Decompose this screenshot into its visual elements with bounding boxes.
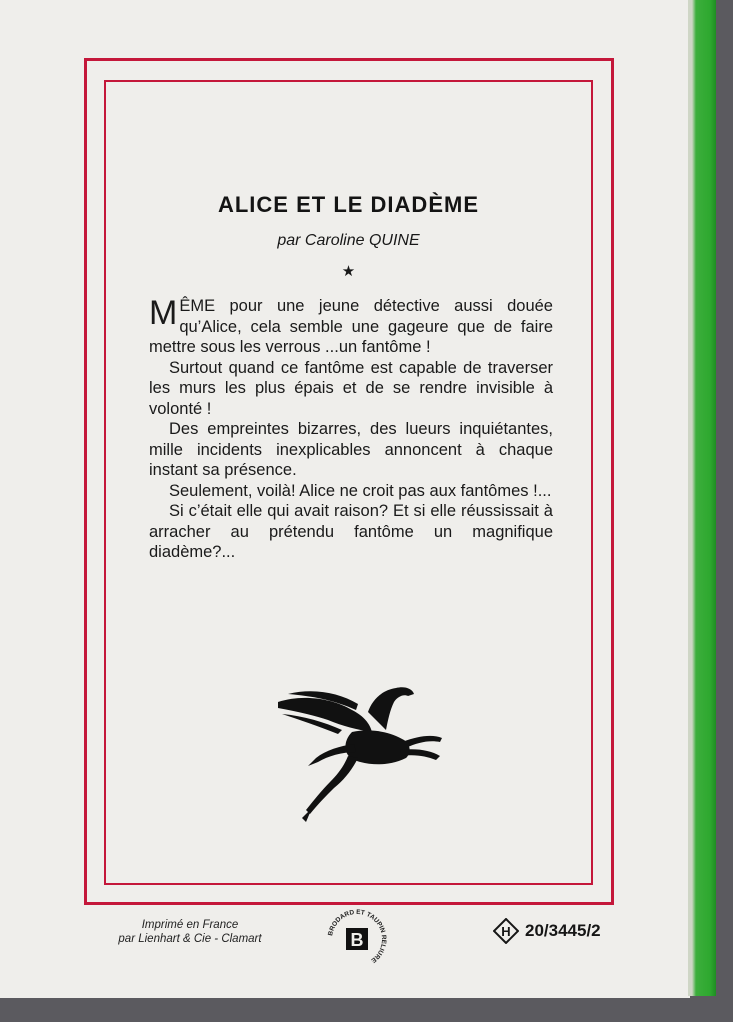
imprint-line: par Lienhart & Cie - Clamart [118, 933, 262, 945]
blurb-paragraph: Des empreintes bizarres, des lueurs inquiétantes, mille incidents inexplicables annoncent à chaque instant sa présence. [149, 420, 553, 479]
blurb-paragraph: Si c’était elle qui avait raison? Et si elle réussissait à arracher au prétendu fantôme un magnifique diadème?... [149, 502, 553, 561]
pegasus-icon [272, 680, 448, 830]
star-ornament: ★ [341, 263, 356, 280]
author-line: par Caroline QUINE [277, 232, 420, 249]
blurb-text [149, 296, 553, 563]
seal-letter: B [350, 930, 364, 950]
binder-seal-icon [322, 904, 392, 974]
drop-cap: M [149, 294, 178, 332]
blurb-paragraph: MÊME pour une jeune détective aussi douée qu’Alice, cela semble une gageure que de faire mettre sous les verrous ...un fantôme ! [149, 294, 553, 356]
imprint-line: Imprimé en France [141, 919, 239, 931]
publisher-diamond-icon [493, 918, 519, 944]
book-title: ALICE ET LE DIADÈME [217, 192, 479, 217]
seal-ring-text: BRODARD ET TAUPIN RELIURE [327, 908, 388, 964]
publisher-letter: H [501, 924, 511, 939]
printer-imprint [100, 918, 280, 946]
catalog-code-group [493, 918, 601, 944]
blurb-paragraph: Seulement, voilà! Alice ne croit pas aux fantômes !... [169, 481, 552, 500]
blurb-paragraph: Surtout quand ce fantôme est capable de traverser les murs les plus épais et de se rendre invisible à volonté ! [149, 358, 553, 418]
green-spine [688, 0, 716, 996]
catalog-code: 20/3445/2 [525, 921, 601, 940]
